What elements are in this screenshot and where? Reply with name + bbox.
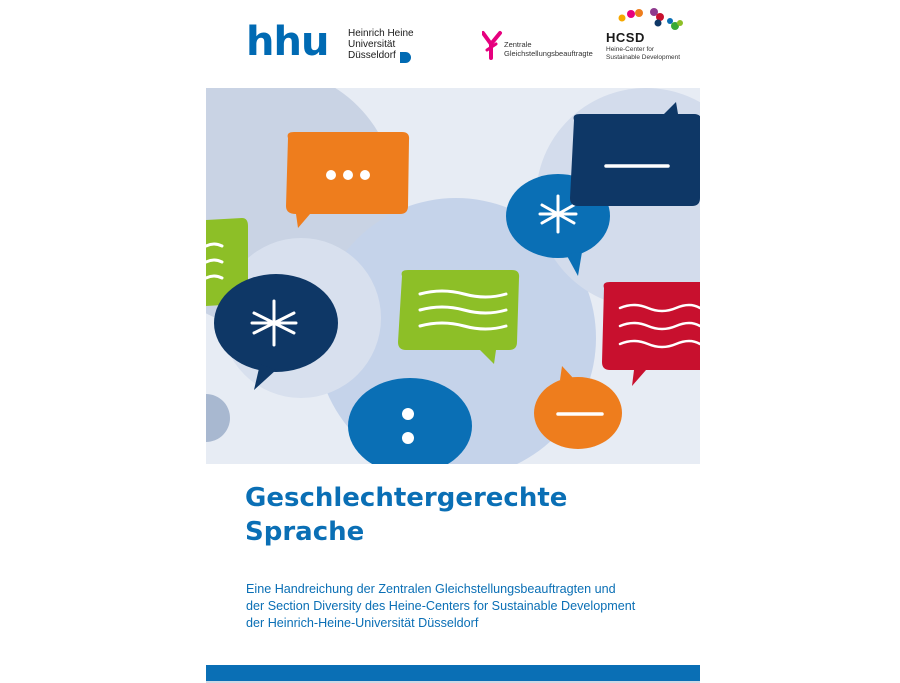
- speech-bubbles-illustration: [206, 88, 700, 464]
- hcsd-subtitle: [606, 46, 680, 62]
- document-title: [245, 481, 567, 549]
- background-circle: [206, 394, 230, 442]
- hcsd-subtitle-line: Sustainable Development: [606, 54, 681, 61]
- hcsd-title: HCSD: [606, 30, 645, 45]
- document-title-line: Sprache: [245, 517, 365, 547]
- document-subtitle: [246, 581, 635, 632]
- gleichstellung-logo-text: [504, 40, 593, 58]
- hcsd-logo: [606, 8, 696, 64]
- hhu-wordmark: hhu: [246, 19, 329, 65]
- hhu-logo-line: Düsseldorf: [348, 50, 396, 61]
- hhu-logo-line: Universität: [348, 39, 396, 50]
- green-wave-bubble: [398, 270, 519, 364]
- navy-dash-bubble: [570, 102, 700, 206]
- hhu-logo-square: [400, 52, 411, 63]
- gleichstellung-logo-line: Zentrale: [504, 40, 532, 49]
- document-subtitle-line: der Heinrich-Heine-Universität Düsseldorf: [246, 616, 479, 630]
- hcsd-subtitle-line: Heine-Center for: [606, 46, 655, 53]
- gleichstellung-logo: [482, 30, 592, 62]
- gleichstellung-logo-line: Gleichstellungsbeauftragte: [504, 49, 593, 58]
- hcsd-dots-icon: [606, 8, 696, 32]
- orange-speech-bubble: [286, 132, 409, 228]
- red-wave-bubble: [602, 282, 700, 386]
- hhu-logo-line: Heinrich Heine: [348, 28, 414, 39]
- hhu-logo: [246, 19, 416, 66]
- document-title-line: Geschlechtergerechte: [245, 483, 568, 513]
- speech-bubbles-artwork: [206, 88, 700, 464]
- document-subtitle-line: Eine Handreichung der Zentralen Gleichstellungsbeauftragten und: [246, 582, 616, 596]
- gleichstellung-y-icon: [482, 30, 504, 62]
- document-subtitle-line: der Section Diversity des Heine-Centers for Sustainable Development: [246, 599, 636, 613]
